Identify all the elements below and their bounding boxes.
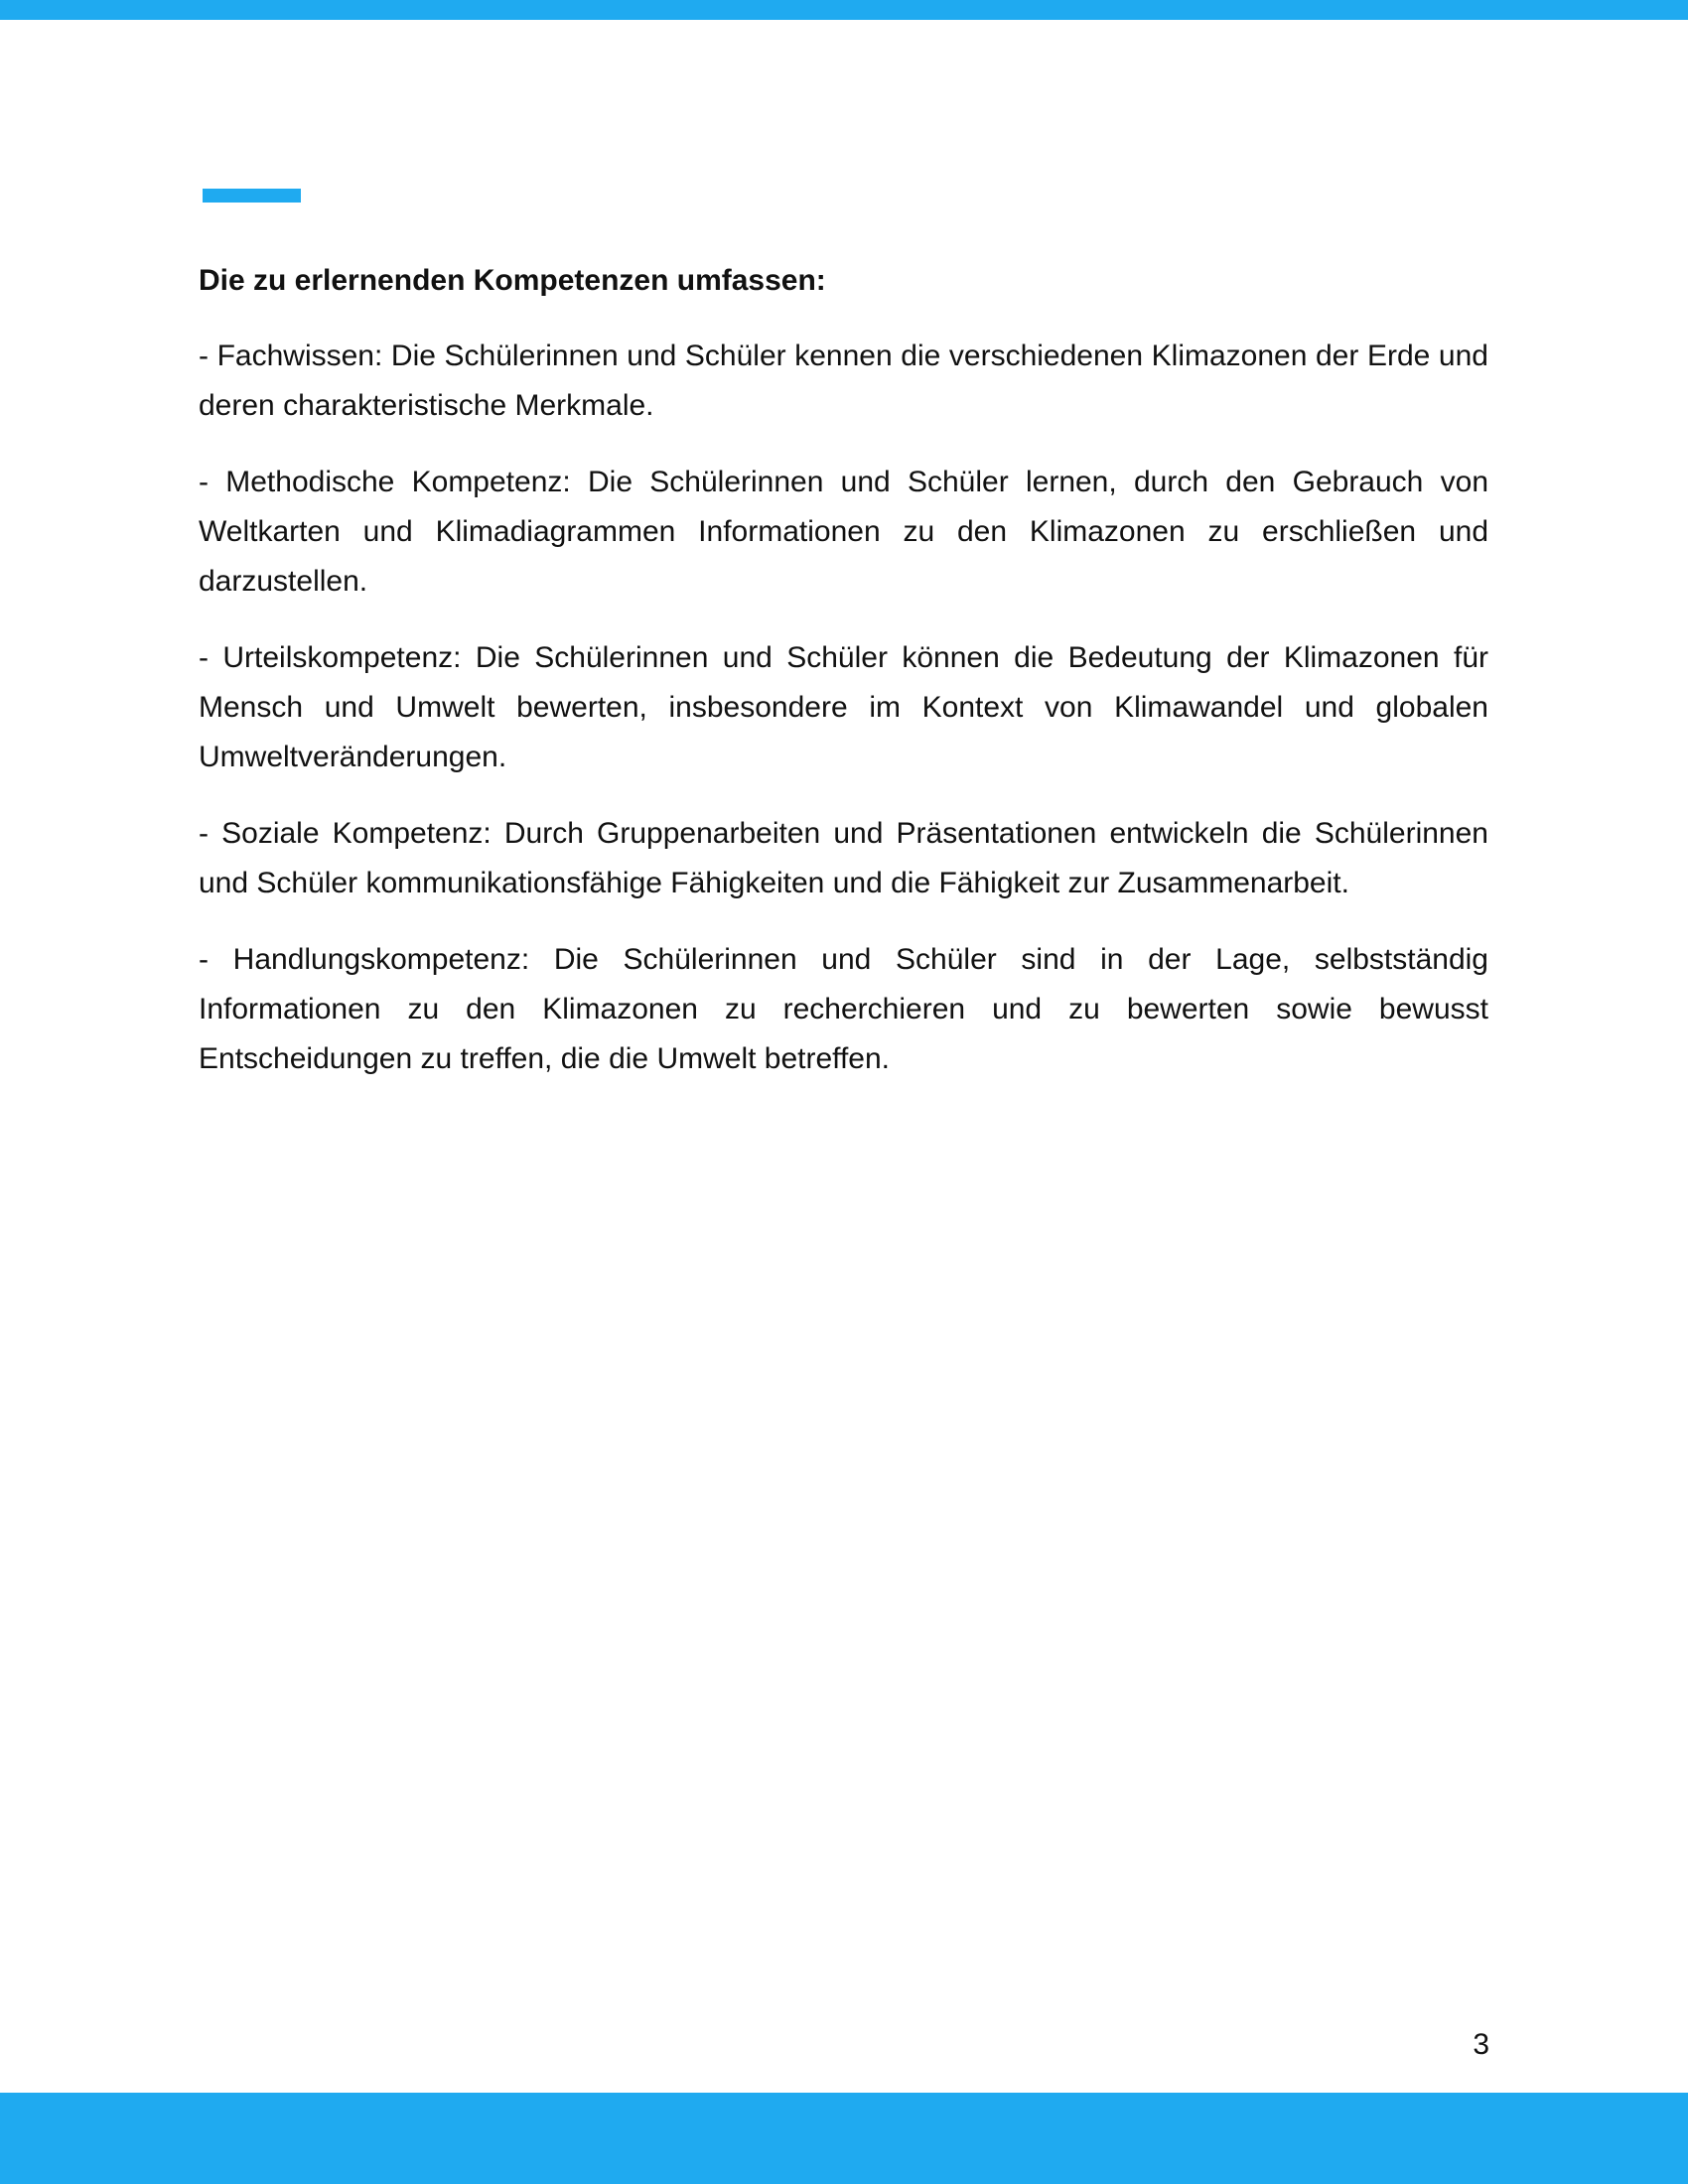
bottom-accent-band	[0, 2093, 1688, 2184]
document-body	[199, 256, 1488, 1111]
competency-handlung: - Handlungskompetenz: Die Schülerinnen und Schüler sind in der Lage, selbstständig Informationen zu den Klimazonen zu recherchieren und zu bewerten sowie bewusst Entscheidungen zu treffen, die die Umwelt betreffen.	[199, 943, 1488, 1075]
competency-urteil: - Urteilskompetenz: Die Schülerinnen und Schüler können die Bedeutung der Klimazonen für Mensch und Umwelt bewerten, insbesondere im Kontext von Klimawandel und globalen Umweltveränderungen.	[199, 641, 1488, 773]
page-number: 3	[1473, 2028, 1489, 2061]
section-heading: Die zu erlernenden Kompetenzen umfassen:	[199, 264, 826, 297]
section-accent-bar	[203, 189, 301, 203]
competency-sozial: - Soziale Kompetenz: Durch Gruppenarbeiten und Präsentationen entwickeln die Schülerinnen und Schüler kommunikationsfähige Fähigkeiten und die Fähigkeit zur Zusammenarbeit.	[199, 817, 1488, 899]
top-accent-band	[0, 0, 1688, 20]
competency-fachwissen: - Fachwissen: Die Schülerinnen und Schüler kennen die verschiedenen Klimazonen der Erde und deren charakteristische Merkmale.	[199, 340, 1488, 422]
competency-methodische: - Methodische Kompetenz: Die Schülerinnen und Schüler lernen, durch den Gebrauch von Weltkarten und Klimadiagrammen Informationen zu den Klimazonen zu erschließen und darzustellen.	[199, 466, 1488, 598]
